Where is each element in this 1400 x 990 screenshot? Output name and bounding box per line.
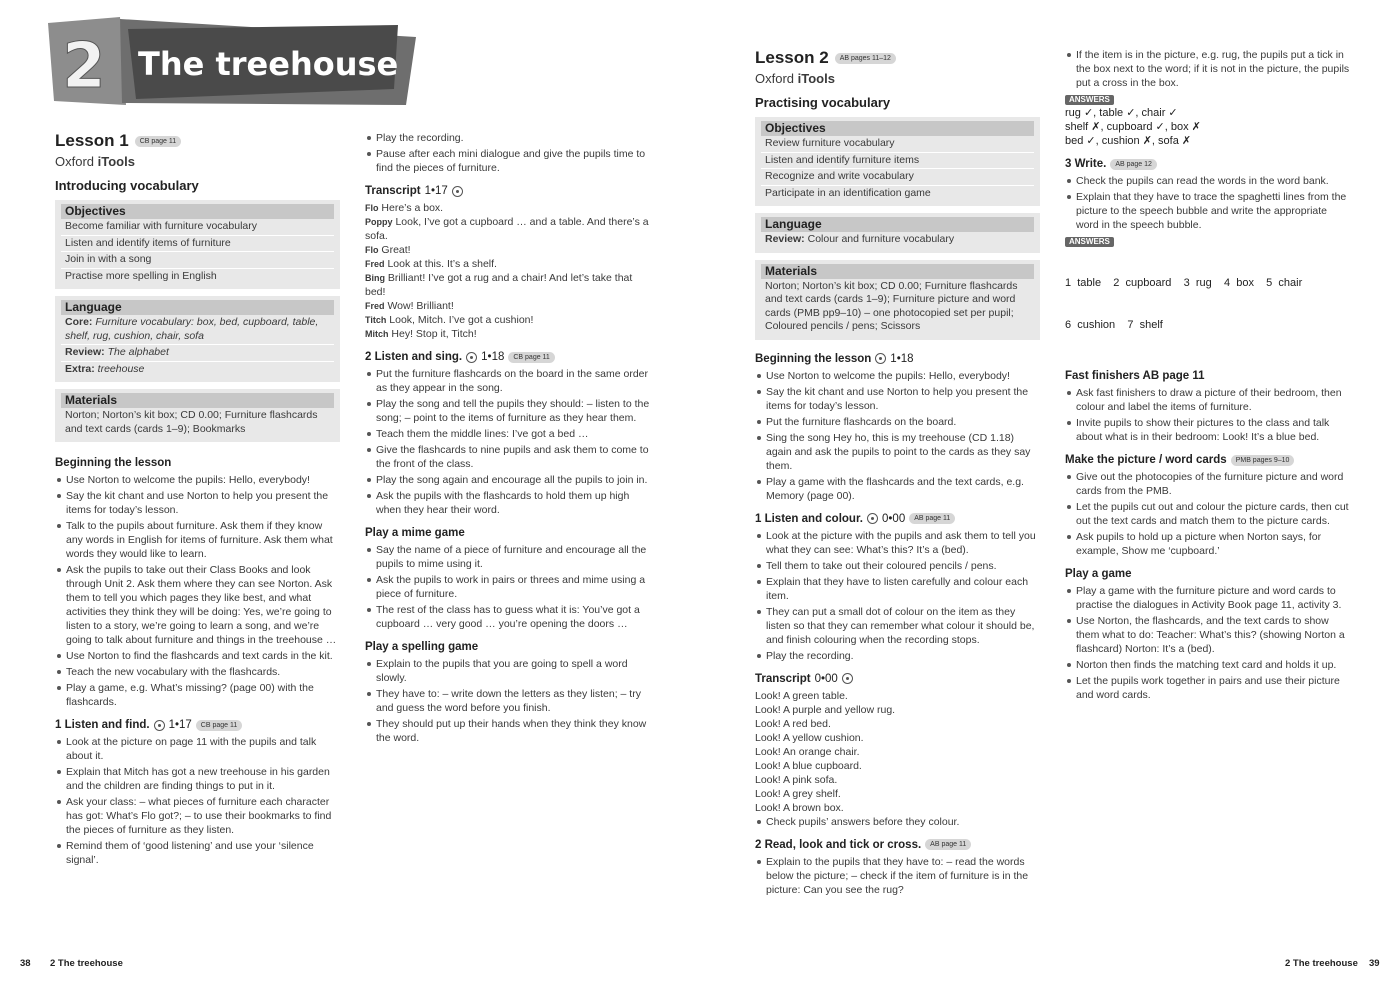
objective-item: Listen and identify items of furniture (61, 236, 334, 253)
list-item: Explain to the pupils that you are going to spell a word slowly. (365, 657, 653, 685)
list-item: Put the furniture flashcards on the board. (755, 415, 1040, 429)
list-item: Explain to the pupils that they have to: – read the words below the picture; – check if the item of furniture is in the picture: Can you see the rug? (755, 855, 1040, 897)
list-item: Look at the picture on page 11 with the pupils and talk about it. (55, 735, 340, 763)
transcript-heading: Transcript 0•00 (755, 672, 1040, 686)
list-item: Put the furniture flashcards on the board in the same order as they appear in the song. (365, 367, 653, 395)
objectives-box: Objectives Become familiar with furniture vocabulary Listen and identify items of furniture Join in with a song Practise more spelling in English (55, 200, 340, 289)
page-ref-pill: CB page 11 (196, 720, 242, 731)
left-column (55, 131, 340, 869)
cd-icon (452, 186, 463, 197)
page-number-left: 38 (20, 958, 31, 969)
language-box: Language Core: Furniture vocabulary: box, bed, cupboard, table, shelf, rug, cushion, chair, sofa Review: The alphabet Extra: treehouse (55, 296, 340, 382)
bullet-list (755, 529, 1040, 663)
objective-item: Recognize and write vocabulary (761, 169, 1034, 186)
activity-heading: 3 Write. AB page 12 (1065, 157, 1350, 171)
list-item: Use Norton, the flashcards, and the text cards to show them what to do: Teacher: What’s this? (showing Norton a flashcard) Norton: It’s a (bed). (1065, 614, 1350, 656)
answers: rug ✓, table ✓, chair ✓ shelf ✗, cupboard ✓, box ✗ bed ✓, cushion ✗, sofa ✗ (1065, 107, 1201, 147)
list-item: Ask the pupils with the flashcards to hold them up high when they hear their word. (365, 489, 653, 517)
page-number-right: 39 (1369, 958, 1380, 969)
activity-heading: 1 Listen and colour. 0•00 AB page 11 (755, 512, 1040, 526)
page-ref-pill: PMB pages 9–10 (1231, 455, 1295, 466)
unit-title: The treehouse (138, 45, 399, 83)
bullet-list (1065, 386, 1350, 444)
bullet-list (365, 543, 653, 631)
list-item: Explain that Mitch has got a new treehouse in his garden and the children are finding things to put in it. (55, 765, 340, 793)
list-item: Use Norton to welcome the pupils: Hello, everybody! (55, 473, 340, 487)
page-ref-pill: CB page 11 (135, 136, 181, 147)
list-item: Ask pupils to hold up a picture when Norton says, for example, Show me ‘cupboard.’ (1065, 530, 1350, 558)
list-item: Ask the pupils to take out their Class Books and look through Unit 2. Ask them where they can see Norton. Ask them to tell you which pages they like best, and what activities they think they will be doing: Yes, we’re going to listen to a story, we’re going to learn a song, and we’re going to talk about furniture and things in the treehouse … (55, 563, 340, 647)
objective-item: Become familiar with furniture vocabulary (61, 219, 334, 236)
unit-number: 2 (62, 29, 106, 102)
activity-heading: 1 Listen and find. 1•17 CB page 11 (55, 718, 340, 732)
bullet-list (55, 473, 340, 709)
list-item: Ask the pupils to work in pairs or threes and mime using a piece of furniture. (365, 573, 653, 601)
activity-heading: 2 Read, look and tick or cross. AB page 11 (755, 838, 1040, 852)
lesson-title: Lesson 1 CB page 11 (55, 131, 340, 151)
objective-item: Join in with a song (61, 252, 334, 269)
subheading: Make the picture / word cards PMB pages 9–10 (1065, 453, 1350, 467)
list-item: If the item is in the picture, e.g. rug, the pupils put a tick in the box next to the word; if it is not in the picture, the pupils put a cross in the box. (1065, 48, 1350, 90)
section-heading: Practising vocabulary (755, 95, 891, 110)
materials-box: Materials Norton; Norton’s kit box; CD 0.00; Furniture flashcards and text cards (cards 1–9); Bookmarks (55, 389, 340, 442)
cd-icon (466, 352, 477, 363)
objective-item: Participate in an identification game (765, 186, 931, 199)
objective-item: Review furniture vocabulary (761, 136, 1034, 153)
list-item: Play the song and tell the pupils they should: – listen to the song; – point to the items of furniture as they hear them. (365, 397, 653, 425)
footer-title-left: 2 The treehouse (50, 958, 123, 969)
subheading: Beginning the lesson (55, 457, 172, 469)
transcript: Look! A green table. Look! A purple and yellow rug. Look! A red bed. Look! A yellow cushion. Look! An orange chair. Look! A blue cupboard. Look! A pink sofa. Look! A grey shelf. Look! A brown box. (755, 689, 896, 814)
transcript: Flo Here’s a box. Poppy Look, I’ve got a cupboard … and a table. And there’s a sofa. Flo Great! Fred Look at this. It’s a shelf. Bing Brilliant! I’ve got a rug and a chair! And let’s take that bed! Fred Wow! Brilliant! Titch Look, Mitch. I’ve got a cushion! Mitch Hey! Stop it, Titch! (365, 202, 649, 340)
list-item: They can put a small dot of colour on the item as they listen so that they can remember what colour it should be, and finish colouring when the recording stops. (755, 605, 1040, 647)
transcript-heading: Transcript 1•17 (365, 184, 653, 198)
third-column (755, 48, 1040, 899)
section-heading: Introducing vocabulary (55, 178, 199, 193)
lesson-title: Lesson 2 AB pages 11–12 (755, 48, 1040, 68)
subheading: Play a mime game (365, 527, 465, 539)
page-ref-pill: AB page 11 (909, 513, 955, 524)
cd-icon (867, 513, 878, 524)
list-item: Say the kit chant and use Norton to help you present the items for today’s lesson. (55, 489, 340, 517)
bullet-list (755, 369, 1040, 503)
list-item: Ask fast finishers to draw a picture of their bedroom, then colour and label the items of furniture. (1065, 386, 1350, 414)
subheading: Play a game (1065, 568, 1132, 580)
list-item: Teach the new vocabulary with the flashcards. (55, 665, 340, 679)
list-item: Play the recording. (755, 649, 1040, 663)
objective-item: Listen and identify furniture items (761, 153, 1034, 170)
answers-badge: ANSWERS (1065, 95, 1114, 105)
unit-banner (48, 15, 420, 107)
subheading: Fast finishers AB page 11 (1065, 370, 1205, 382)
itools-label: Oxford iTools (755, 71, 835, 86)
list-item: Look at the picture with the pupils and ask them to tell you what they can see: What’s this? It’s a (bed). (755, 529, 1040, 557)
second-column (365, 131, 653, 747)
objective-item: Practise more spelling in English (65, 269, 217, 282)
bullet-list (1065, 470, 1350, 558)
bullet-list (755, 855, 1040, 897)
bullet-list (365, 367, 653, 517)
bullet-list (365, 657, 653, 745)
subheading: Beginning the lesson 1•18 (755, 352, 914, 365)
objectives-box: Objectives Review furniture vocabulary Listen and identify furniture items Recognize and write vocabulary Participate in an identification game (755, 117, 1040, 206)
list-item: They have to: – write down the letters as they listen; – try and guess the word before you finish. (365, 687, 653, 715)
bullet-list (1065, 584, 1350, 702)
list-item: Sing the song Hey ho, this is my treehouse (CD 1.18) again and ask the pupils to point to the cards as they say them. (755, 431, 1040, 473)
materials-box: Materials Norton; Norton’s kit box; CD 0.00; Furniture flashcards and text cards (cards 1–9); Furniture picture and word cards (PMB pp9–10) – one photocopied set per pupil; Coloured pencils / pens; Scissors (755, 260, 1040, 340)
list-item: Play the song again and encourage all the pupils to join in. (365, 473, 653, 487)
bullet-list (755, 815, 1040, 829)
list-item: Check the pupils can read the words in the word bank. (1065, 174, 1350, 188)
list-item: Play the recording. (365, 131, 653, 145)
list-item: Invite pupils to show their pictures to the class and talk about what is in their bedroom: Look! It’s a blue bed. (1065, 416, 1350, 444)
list-item: Tell them to take out their coloured pencils / pens. (755, 559, 1040, 573)
cd-icon (154, 720, 165, 731)
list-item: Say the kit chant and use Norton to help you present the items for today’s lesson. (755, 385, 1040, 413)
cd-icon (842, 673, 853, 684)
answers-badge: ANSWERS (1065, 237, 1114, 247)
page-ref-pill: AB pages 11–12 (835, 53, 896, 64)
list-item: Use Norton to find the flashcards and text cards in the kit. (55, 649, 340, 663)
list-item: Check pupils’ answers before they colour. (755, 815, 1040, 829)
cd-icon (875, 353, 886, 364)
list-item: Talk to the pupils about furniture. Ask them if they know any words in English for items of furniture. Ask them what words they would like to learn. (55, 519, 340, 561)
language-box: Language Review: Colour and furniture vocabulary (755, 213, 1040, 253)
list-item: The rest of the class has to guess what it is: You’ve got a cupboard … very good … you’re opening the doors … (365, 603, 653, 631)
list-item: Teach them the middle lines: I’ve got a bed … (365, 427, 653, 441)
page-ref-pill: AB page 12 (1110, 159, 1157, 170)
list-item: Give the flashcards to nine pupils and ask them to come to the front of the class. (365, 443, 653, 471)
list-item: Let the pupils cut out and colour the picture cards, then cut out the text cards and match them to the picture cards. (1065, 500, 1350, 528)
subheading: Play a spelling game (365, 641, 479, 653)
bullet-list (365, 131, 653, 175)
list-item: Let the pupils work together in pairs and use their picture and word cards. (1065, 674, 1350, 702)
answers: 1 table 2 cupboard 3 rug 4 box 5 chair 6 cushion 7 shelf (1065, 277, 1303, 331)
list-item: Norton then finds the matching text card and holds it up. (1065, 658, 1350, 672)
list-item: They should put up their hands when they think they know the word. (365, 717, 653, 745)
fourth-column (1065, 48, 1350, 704)
list-item: Pause after each mini dialogue and give the pupils time to find the pieces of furniture. (365, 147, 653, 175)
bullet-list (55, 735, 340, 867)
list-item: Give out the photocopies of the furniture picture and word cards from the PMB. (1065, 470, 1350, 498)
list-item: Use Norton to welcome the pupils: Hello, everybody! (755, 369, 1040, 383)
list-item: Explain that they have to trace the spaghetti lines from the picture to the speech bubble and write the appropriate word in the speech bubble. (1065, 190, 1350, 232)
list-item: Play a game, e.g. What’s missing? (page 00) with the flashcards. (55, 681, 340, 709)
activity-heading: 2 Listen and sing. 1•18 CB page 11 (365, 350, 653, 364)
list-item: Explain that they have to listen carefully and colour each item. (755, 575, 1040, 603)
page-ref-pill: CB page 11 (508, 352, 554, 363)
footer-title-right: 2 The treehouse (1285, 958, 1358, 969)
page-ref-pill: AB page 11 (925, 839, 971, 850)
list-item: Remind them of ‘good listening’ and use your ‘silence signal’. (55, 839, 340, 867)
list-item: Say the name of a piece of furniture and encourage all the pupils to mime using it. (365, 543, 653, 571)
list-item: Play a game with the flashcards and the text cards, e.g. Memory (page 00). (755, 475, 1040, 503)
itools-label: Oxford iTools (55, 154, 135, 169)
bullet-list (1065, 48, 1350, 90)
list-item: Play a game with the furniture picture and word cards to practise the dialogues in Activity Book page 11, activity 3. (1065, 584, 1350, 612)
bullet-list (1065, 174, 1350, 232)
list-item: Ask your class: – what pieces of furniture each character has got: What’s Flo got?; – to use their bookmarks to find the pieces of furniture as they listen. (55, 795, 340, 837)
